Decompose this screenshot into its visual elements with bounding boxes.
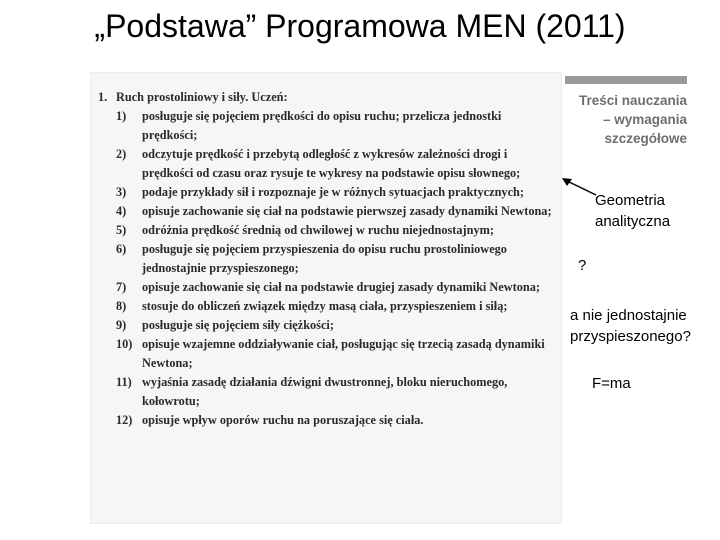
list-item xyxy=(98,145,558,183)
item-number: 12) xyxy=(116,413,133,427)
list-item xyxy=(98,411,558,430)
section-title: Ruch prostoliniowy i siły. Uczeń: xyxy=(116,90,288,104)
item-number: 9) xyxy=(116,318,127,332)
curriculum-text xyxy=(98,88,558,430)
item-number: 7) xyxy=(116,280,127,294)
sidebar-line-3: szczegółowe xyxy=(604,131,687,146)
sidebar-line-2: – wymagania xyxy=(602,112,687,127)
list-item xyxy=(98,335,558,373)
requirements-list xyxy=(98,107,558,430)
list-item xyxy=(98,373,558,411)
list-item xyxy=(98,316,558,335)
note-non-uniform: a nie jednostajnie przyspieszonego? xyxy=(570,307,691,345)
list-item xyxy=(98,278,558,297)
note-geometry: Geometria analityczna xyxy=(595,192,671,230)
item-text: opisuje zachowanie się ciał na podstawie drugiej zasady dynamiki Newtona; xyxy=(142,280,540,294)
content-requirements-box xyxy=(565,76,687,148)
item-text: opisuje zachowanie się ciał na podstawie pierwszej zasady dynamiki Newtona; xyxy=(142,204,552,218)
item-text: wyjaśnia zasadę działania dźwigni dwustronnej, bloku nieruchomego, kołowrotu; xyxy=(142,375,508,408)
sidebar-line-1: Treści nauczania xyxy=(578,93,687,108)
item-text: posługuje się pojęciem przyspieszenia do opisu ruchu prostoliniowego jednostajnie przyspieszonego; xyxy=(142,242,507,275)
note-question: ? xyxy=(578,257,587,274)
item-number: 5) xyxy=(116,223,127,237)
item-text: odczytuje prędkość i przebytą odległość z wykresów zależności drogi i prędkości od czasu oraz rysuje te wykresy na podstawie opisu słownego; xyxy=(142,147,521,180)
item-text: opisuje wpływ oporów ruchu na poruszające się ciała. xyxy=(142,413,424,427)
item-number: 10) xyxy=(116,337,133,351)
list-item xyxy=(98,202,558,221)
item-text: posługuje się pojęciem prędkości do opisu ruchu; przelicza jednostki prędkości; xyxy=(142,109,502,142)
list-item xyxy=(98,240,558,278)
item-number: 3) xyxy=(116,185,127,199)
item-text: stosuje do obliczeń związek między masą ciała, przyspieszeniem i siłą; xyxy=(142,299,508,313)
list-item xyxy=(98,183,558,202)
item-text: posługuje się pojęciem siły ciężkości; xyxy=(142,318,334,332)
item-number: 1) xyxy=(116,109,127,123)
section-heading xyxy=(98,88,558,107)
item-number: 2) xyxy=(116,147,127,161)
item-number: 4) xyxy=(116,204,127,218)
note-formula: F=ma xyxy=(592,375,631,392)
list-item xyxy=(98,297,558,316)
item-number: 8) xyxy=(116,299,127,313)
list-item xyxy=(98,107,558,145)
item-number: 11) xyxy=(116,375,132,389)
slide-title: „Podstawa” Programowa MEN (2011) xyxy=(94,8,626,44)
list-item xyxy=(98,221,558,240)
arrow-icon xyxy=(560,175,600,199)
section-number: 1. xyxy=(98,90,108,104)
item-number: 6) xyxy=(116,242,127,256)
scanned-document xyxy=(90,72,562,524)
item-text: opisuje wzajemne oddziaływanie ciał, posługując się trzecią zasadą dynamiki Newtona; xyxy=(142,337,545,370)
item-text: podaje przykłady sił i rozpoznaje je w różnych sytuacjach praktycznych; xyxy=(142,185,524,199)
item-text: odróżnia prędkość średnią od chwilowej w ruchu niejednostajnym; xyxy=(142,223,494,237)
